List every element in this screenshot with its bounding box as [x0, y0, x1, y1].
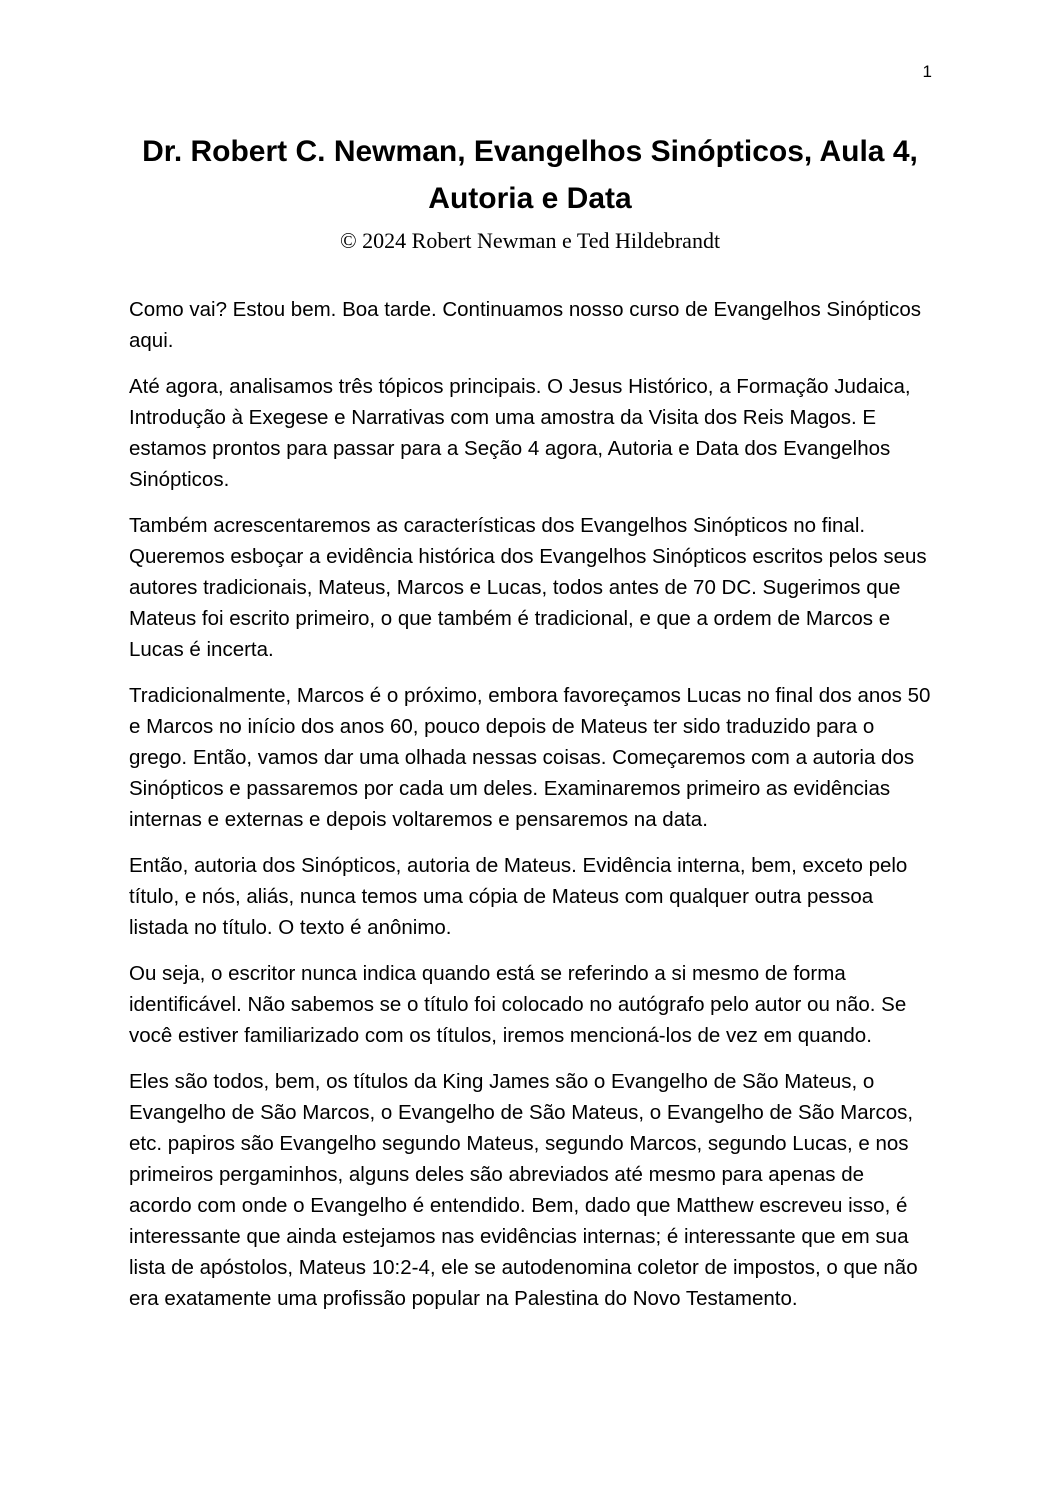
document-title: Dr. Robert C. Newman, Evangelhos Sinópticos, Aula 4,	[142, 135, 918, 168]
paragraph: Então, autoria dos Sinópticos, autoria de Mateus. Evidência interna, bem, exceto pelo título, e nós, aliás, nunca temos uma cópia de Mateus com qualquer outra pessoa listada no título. O texto é anônimo.	[129, 854, 908, 939]
document-body	[129, 294, 931, 1314]
paragraph: Ou seja, o escritor nunca indica quando está se referindo a si mesmo de forma identificável. Não sabemos se o título foi colocado no autógrafo pelo autor ou não. Se você estiver familiarizado com os títulos, iremos mencioná-los de vez em quando.	[129, 962, 907, 1047]
paragraph: Eles são todos, bem, os títulos da King James são o Evangelho de São Mateus, o Evangelho de São Marcos, o Evangelho de São Mateus, o Evangelho de São Marcos, etc. papiros são Evangelho segundo Mateus, segundo Marcos, segundo Lucas, e nos primeiros pergaminhos, alguns deles são abreviados até mesmo para apenas de acordo com onde o Evangelho é entendido. Bem, dado que Matthew escreveu isso, é interessante que ainda estejamos nas evidências internas; é interessante que em sua lista de apóstolos, Mateus 10:2-4, ele se autodenomina coletor de impostos, o que não era exatamente uma profissão popular na Palestina do Novo Testamento.	[129, 1070, 918, 1310]
paragraph: Como vai? Estou bem. Boa tarde. Continuamos nosso curso de Evangelhos Sinópticos aqui.	[129, 298, 921, 352]
page-number: 1	[922, 62, 932, 81]
paragraph: Também acrescentaremos as características dos Evangelhos Sinópticos no final. Queremos esboçar a evidência histórica dos Evangelhos Sinópticos escritos pelos seus autores tradicionais, Mateus, Marcos e Lucas, todos antes de 70 DC. Sugerimos que Mateus foi escrito primeiro, o que também é tradicional, e que a ordem de Marcos e Lucas é incerta.	[129, 514, 927, 661]
copyright-line: © 2024 Robert Newman e Ted Hildebrandt	[339, 228, 721, 253]
document-subtitle: Autoria e Data	[428, 182, 632, 215]
paragraph: Tradicionalmente, Marcos é o próximo, embora favoreçamos Lucas no final dos anos 50 e Marcos no início dos anos 60, pouco depois de Mateus ter sido traduzido para o grego. Então, vamos dar uma olhada nessas coisas. Começaremos com a autoria dos Sinópticos e passaremos por cada um deles. Examinaremos primeiro as evidências internas e externas e depois voltaremos e pensaremos na data.	[129, 684, 931, 831]
document-content	[129, 128, 931, 1329]
paragraph: Até agora, analisamos três tópicos principais. O Jesus Histórico, a Formação Judaica, Introdução à Exegese e Narrativas com uma amostra da Visita dos Reis Magos. E estamos prontos para passar para a Seção 4 agora, Autoria e Data dos Evangelhos Sinópticos.	[129, 375, 911, 491]
